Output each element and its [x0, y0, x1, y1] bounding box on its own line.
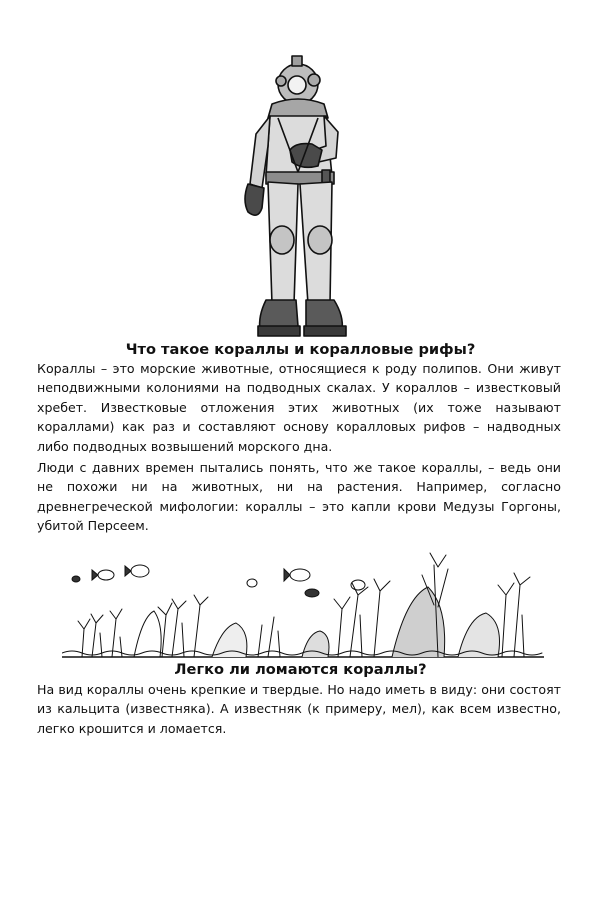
diver-illustration [236, 54, 364, 342]
paragraph: Люди с давних времен пытались понять, что же такое кораллы, – ведь они не похожи ни на животных, ни на растения. Например, согласно древнегреческой мифологии: кораллы – это капли крови Медузы Горгоны, убитой Персеем. [37, 460, 561, 534]
paragraph: На вид кораллы очень крепкие и твердые. Но надо иметь в виду: они состоят из кальцита (известняка). А известняк (к примеру, мел), как всем известно, легко крошится и ломается. [37, 682, 561, 736]
fish-icon [72, 565, 365, 597]
coral-reef-illustration [62, 545, 544, 663]
section-heading: Легко ли ломаются кораллы? [174, 661, 427, 678]
section-heading: Что такое кораллы и коралловые рифы? [125, 341, 476, 358]
section-body [37, 359, 561, 538]
section-body [37, 680, 561, 740]
paragraph: Кораллы – это морские животные, относящиеся к роду полипов. Они живут неподвижными колониями на подводных скалах. У кораллов – известковый хребет. Известковые отложения этих животных (их тоже называют кораллами) как раз и составляют основу коралловых рифов – надводных либо подводных возвышений морского дна. [37, 361, 561, 454]
